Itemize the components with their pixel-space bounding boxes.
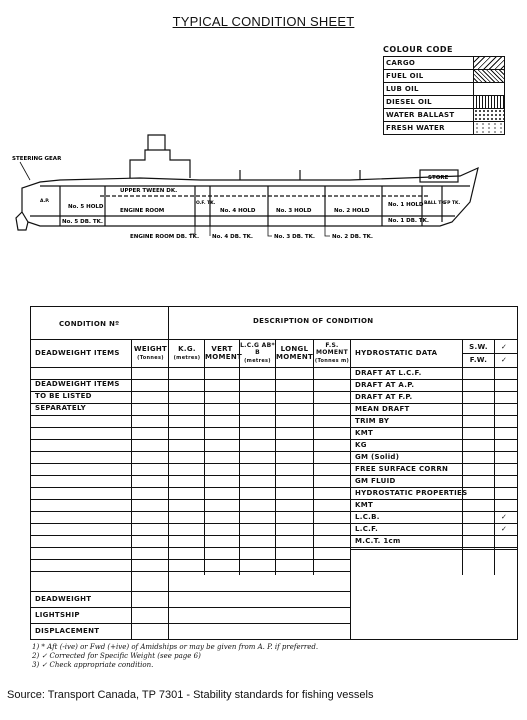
row-rule (31, 523, 517, 524)
row-rule (31, 487, 517, 488)
column-divider (462, 339, 463, 575)
column-divider (494, 339, 495, 575)
lcg-unit: (metres) (244, 358, 271, 364)
no2-hold-label: No. 2 HOLD (334, 208, 370, 214)
column-divider (313, 339, 314, 575)
sw-header: S.W. (469, 343, 488, 351)
footnote: 1) * Aft (-ive) or Fwd (+ive) of Amidships or may be given from A. P. if preferred. (32, 643, 319, 651)
fp-tk-label: FP TK. (444, 201, 461, 206)
row-rule (31, 391, 517, 392)
legend-label: LUB OIL (386, 85, 419, 93)
row-rule (31, 427, 517, 428)
leader-line (20, 162, 30, 180)
no2-db-label: No. 2 DB. TK. (332, 234, 373, 240)
condition-form (30, 306, 518, 640)
header-divider (31, 367, 517, 368)
no3-hold-label: No. 3 HOLD (276, 208, 312, 214)
hydro-row-label: KG (355, 441, 367, 449)
bottom-row-label: LIGHTSHIP (35, 611, 80, 619)
hydro-row-label: FREE SURFACE CORRN (355, 465, 449, 473)
row-rule (31, 403, 517, 404)
header-divider (31, 339, 517, 340)
diagonal-swatch-icon (473, 70, 504, 82)
no3-db-label: No. 3 DB. TK. (274, 234, 315, 240)
legend-label: WATER BALLAST (386, 111, 455, 119)
row-rule (31, 463, 517, 464)
fw-header: F.W. (469, 356, 488, 364)
row-rule (31, 547, 517, 548)
funnel (148, 135, 165, 150)
row-rule (31, 623, 350, 624)
hydro-row-label: KMT (355, 429, 374, 437)
legend-row (384, 57, 504, 69)
fs-unit: (Tonnes m) (314, 358, 350, 364)
hydro-row-label: KMT (355, 501, 374, 509)
hydro-row-label: TRIM BY (355, 417, 390, 425)
legend-label: DIESEL OIL (386, 98, 432, 106)
blank-swatch-icon (473, 83, 504, 95)
column-divider (239, 339, 240, 575)
footnotes (32, 643, 318, 670)
row-rule (31, 451, 517, 452)
condition-no-label: CONDITION Nº (59, 320, 120, 328)
colour-code-legend (383, 45, 505, 135)
vertical-swatch-icon (473, 96, 504, 108)
longl-moment-header: LONGL MOMENT (276, 345, 314, 361)
hydrostatic-data-header: HYDROSTATIC DATA (355, 349, 438, 357)
left-row-label: SEPARATELY (35, 404, 86, 412)
page-title: TYPICAL CONDITION SHEET (172, 14, 355, 29)
no4-db-label: No. 4 DB. TK. (212, 234, 253, 240)
row-rule (31, 607, 350, 608)
store-label: STORE (428, 175, 449, 181)
legend-title: COLOUR CODE (383, 45, 454, 54)
weight-unit: (Tonnes) (137, 355, 164, 361)
footnote: 3) ✓ Check appropriate condition. (32, 661, 154, 669)
hydro-row-label: DRAFT AT F.P. (355, 393, 413, 401)
ball-tk-label: BALL TK. (424, 201, 447, 206)
ship-profile-diagram (0, 130, 527, 260)
leader-line (268, 226, 272, 236)
engine-room-db-label: ENGINE ROOM DB. TK. (130, 234, 200, 240)
rudder (16, 212, 28, 230)
steering-gear-label: STEERING GEAR (12, 156, 62, 162)
footnote: 2) ✓ Corrected for Specific Weight (see page 6) (32, 652, 201, 660)
bottom-row-label: DEADWEIGHT (35, 595, 92, 603)
row-rule (31, 415, 517, 416)
no5-db-label: No. 5 DB. TK. (62, 219, 103, 225)
column-divider (275, 339, 276, 575)
legend-row (384, 95, 504, 108)
row-rule (31, 475, 517, 476)
legend-row (384, 82, 504, 95)
legend-label: CARGO (386, 59, 416, 67)
check-icon: ✓ (501, 343, 508, 351)
sw-fw-divider (462, 353, 517, 354)
leader-line (190, 226, 195, 234)
no5-hold-label: No. 5 HOLD (68, 204, 104, 210)
hydro-row-label: GM (Solid) (355, 453, 400, 461)
row-rule (31, 571, 350, 572)
hydro-row-label: M.C.T. 1cm (355, 537, 401, 545)
row-rule (31, 591, 350, 592)
vert-moment-header: VERT MOMENT (205, 345, 243, 361)
check-icon: ✓ (501, 525, 508, 533)
source-caption: Source: Transport Canada, TP 7301 - Stability standards for fishing vessels (7, 689, 374, 701)
legend-label: FUEL OIL (386, 72, 424, 80)
check-icon: ✓ (501, 356, 508, 364)
column-divider (204, 339, 205, 575)
row-rule (31, 511, 517, 512)
check-icon: ✓ (501, 513, 508, 521)
hydro-bottom-rule (350, 549, 517, 550)
hydro-row-label: L.C.F. (355, 525, 379, 533)
hydro-row-label: L.C.B. (355, 513, 380, 521)
column-divider (168, 307, 169, 639)
row-rule (31, 535, 517, 536)
legend-label: FRESH WATER (386, 124, 445, 132)
bottom-row-label: DISPLACEMENT (35, 627, 100, 635)
left-row-label: TO BE LISTED (35, 392, 92, 400)
hydro-row-label: DRAFT AT L.C.F. (355, 369, 422, 377)
lcg-header: L.C.G AB* B (240, 342, 275, 356)
ap-label: A.P. (40, 199, 50, 204)
column-divider (131, 339, 132, 639)
of-tk-label: O.F. TK. (196, 201, 216, 206)
no1-db-label: No. 1 DB. TK. (388, 218, 429, 224)
legend-row (384, 69, 504, 82)
dots-swatch-icon (473, 109, 504, 121)
hydro-row-label: HYDROSTATIC PROPERTIES (355, 489, 468, 497)
cross-hatch-swatch-icon (473, 57, 504, 69)
kg-header: K.G. (178, 345, 196, 353)
description-label: DESCRIPTION OF CONDITION (253, 317, 374, 325)
hydro-row-label: MEAN DRAFT (355, 405, 410, 413)
leader-line (325, 226, 330, 236)
fs-moment-header: F.S. MOMENT (315, 342, 349, 356)
hydro-section-end (350, 549, 351, 639)
hydro-row-label: DRAFT AT A.P. (355, 381, 415, 389)
hydro-row-label: GM FLUID (355, 477, 396, 485)
no4-hold-label: No. 4 HOLD (220, 208, 256, 214)
left-row-label: DEADWEIGHT ITEMS (35, 380, 120, 388)
no1-hold-label: No. 1 HOLD (388, 202, 424, 208)
deadweight-items-header: DEADWEIGHT ITEMS (35, 349, 120, 357)
engine-room-label: ENGINE ROOM (120, 208, 165, 214)
upper-tween-label: UPPER TWEEN DK. (120, 188, 178, 194)
row-rule (31, 499, 517, 500)
row-rule (31, 559, 350, 560)
row-rule (31, 379, 517, 380)
legend-row (384, 108, 504, 121)
kg-unit: (metres) (173, 355, 201, 361)
legend-table (383, 56, 505, 135)
weight-header: WEIGHT (133, 345, 168, 353)
row-rule (31, 439, 517, 440)
superstructure (130, 150, 190, 178)
